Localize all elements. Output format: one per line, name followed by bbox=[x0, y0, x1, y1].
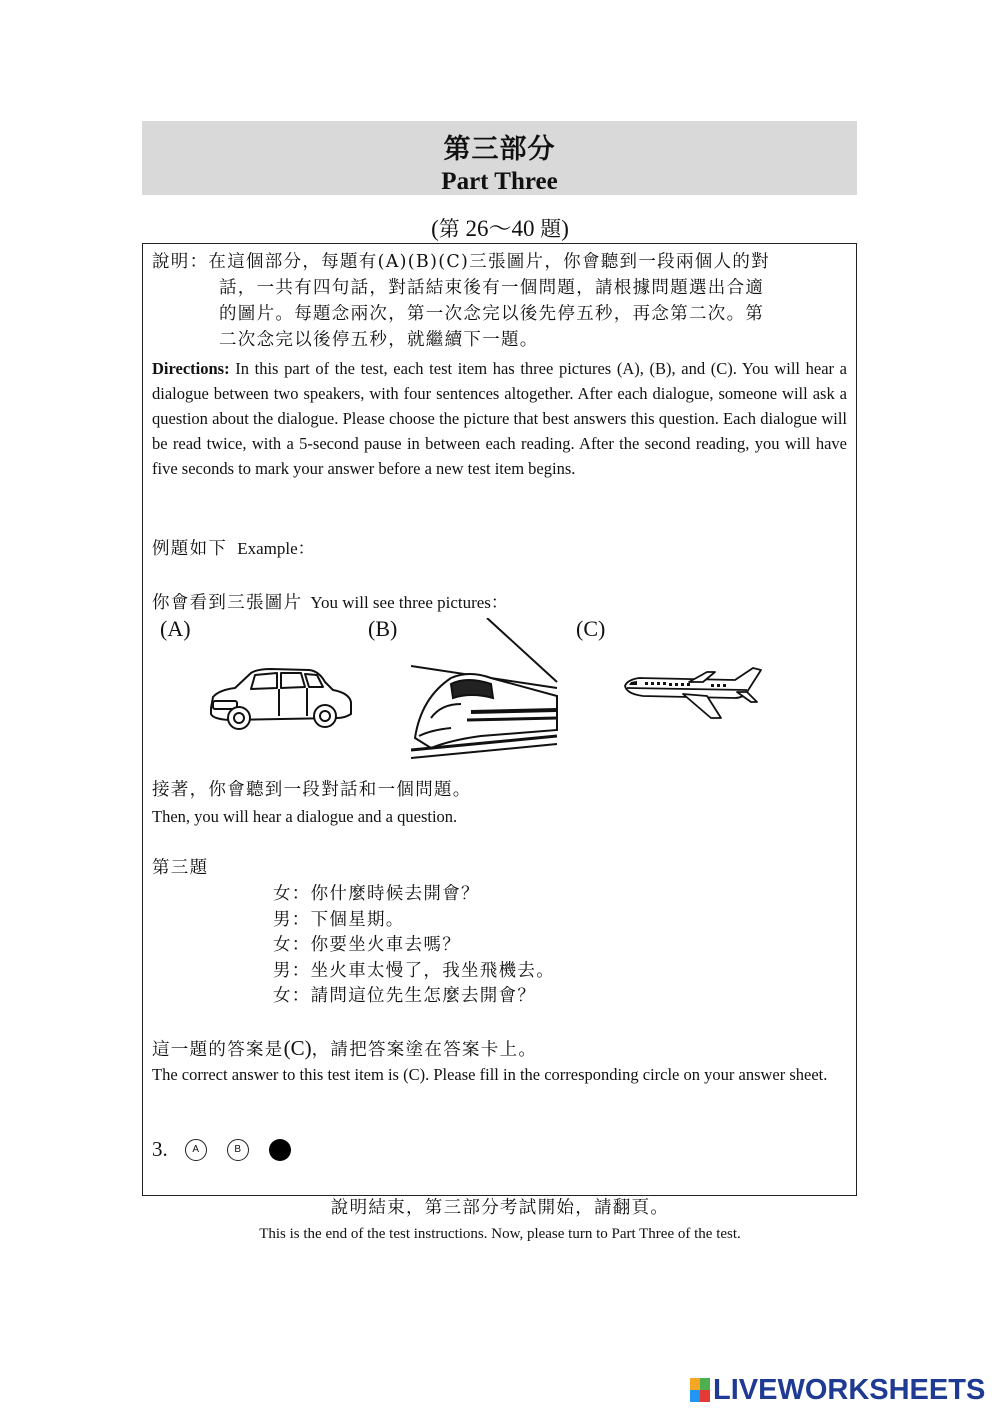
answer-zh-letter: (C) bbox=[283, 1036, 312, 1060]
example-label-zh: 例題如下 bbox=[152, 539, 228, 559]
directions-label: Directions: bbox=[152, 359, 230, 378]
logo-text: LIVEWORKSHEETS bbox=[713, 1373, 986, 1406]
logo-mark-icon bbox=[690, 1378, 710, 1402]
dialogue-line: 男：坐火車太慢了，我坐飛機去。 bbox=[273, 960, 555, 981]
bubble-a: A bbox=[185, 1139, 207, 1161]
plane-picture bbox=[623, 662, 765, 724]
dialogue bbox=[273, 881, 555, 1009]
dialogue-line: 女：你要坐火車去嗎？ bbox=[273, 935, 461, 955]
answer-en: The correct answer to this test item is (C). Please fill in the corresponding circle on your answer sheet. bbox=[152, 1065, 828, 1084]
instructions-zh-line4: 二次念完以後停五秒，就繼續下一題。 bbox=[219, 330, 539, 350]
car-picture bbox=[205, 664, 355, 732]
range-open: ( bbox=[431, 216, 439, 241]
option-b-label: (B) bbox=[368, 616, 398, 641]
instructions-zh-line1: 說明：在這個部分，每題有(A)(B)(C)三張圖片，你會聽到一段兩個人的對 bbox=[152, 252, 770, 272]
question-label: 第三題 bbox=[152, 858, 209, 878]
directions-text: In this part of the test, each test item has three pictures (A), (B), and (C). You will hear a dialogue between two speakers, with four sentences altogether. After each dialogue, someone will ask a question about the dialogue. Please choose the picture that best answers this question. Each dialogue will be read twice, with a 5-second pause in between each reading. After the second reading, you will have five seconds to mark your answer before a new test item begins. bbox=[152, 359, 847, 478]
dialogue-line: 女：你什麼時候去開會？ bbox=[273, 884, 480, 904]
answer-zh-part2: ，請把答案塗在答案卡上。 bbox=[311, 1040, 538, 1060]
answer-zh bbox=[152, 1035, 537, 1063]
footer-en: This is the end of the test instructions. Now, please turn to Part Three of the test. bbox=[259, 1226, 741, 1242]
instructions-zh-line3: 的圖片。每題念兩次，第一次念完以後先停五秒，再念第二次。第 bbox=[219, 304, 765, 324]
dialogue-line: 女：請問這位先生怎麼去開會？ bbox=[273, 986, 537, 1006]
example-label-en: Example： bbox=[237, 539, 315, 558]
question-range bbox=[0, 210, 1000, 243]
bubble-c-filled bbox=[269, 1139, 291, 1161]
part-title-zh: 第三部分 bbox=[443, 134, 556, 165]
item-number: 3. bbox=[152, 1137, 168, 1161]
then-en: Then, you will hear a dialogue and a question. bbox=[152, 807, 458, 826]
range-zh1: 第 bbox=[438, 217, 460, 241]
answer-sheet-sample bbox=[152, 1137, 291, 1162]
range-zh2: 題 bbox=[540, 217, 562, 241]
instructions-zh-line2: 話，一共有四句話，對話結束後有一個問題，請根據問題選出合適 bbox=[219, 278, 765, 298]
part-title-en: Part Three bbox=[441, 168, 558, 195]
dialogue-line: 男：下個星期。 bbox=[273, 909, 405, 930]
part-header bbox=[142, 121, 857, 195]
answer-zh-part1: 這一題的答案是 bbox=[152, 1040, 284, 1060]
bubble-b: B bbox=[227, 1139, 249, 1161]
range-numbers: 26～40 bbox=[459, 216, 541, 241]
footer-zh: 說明結束，第三部分考試開始，請翻頁。 bbox=[330, 1198, 670, 1218]
example-label bbox=[152, 536, 315, 562]
train-picture bbox=[411, 618, 559, 762]
option-a-label: (A) bbox=[160, 616, 191, 641]
pictures-intro-en: You will see three pictures： bbox=[310, 593, 508, 612]
instructions-box bbox=[142, 243, 857, 1196]
liveworksheets-logo bbox=[690, 1373, 985, 1407]
option-c-label: (C) bbox=[576, 616, 606, 641]
then-zh: 接著，你會聽到一段對話和一個問題。 bbox=[152, 780, 472, 800]
directions-en bbox=[152, 356, 847, 481]
pictures-intro bbox=[152, 590, 508, 616]
pictures-intro-zh: 你會看到三張圖片 bbox=[152, 593, 303, 613]
range-close: ) bbox=[561, 216, 569, 241]
instructions-zh bbox=[152, 249, 852, 353]
